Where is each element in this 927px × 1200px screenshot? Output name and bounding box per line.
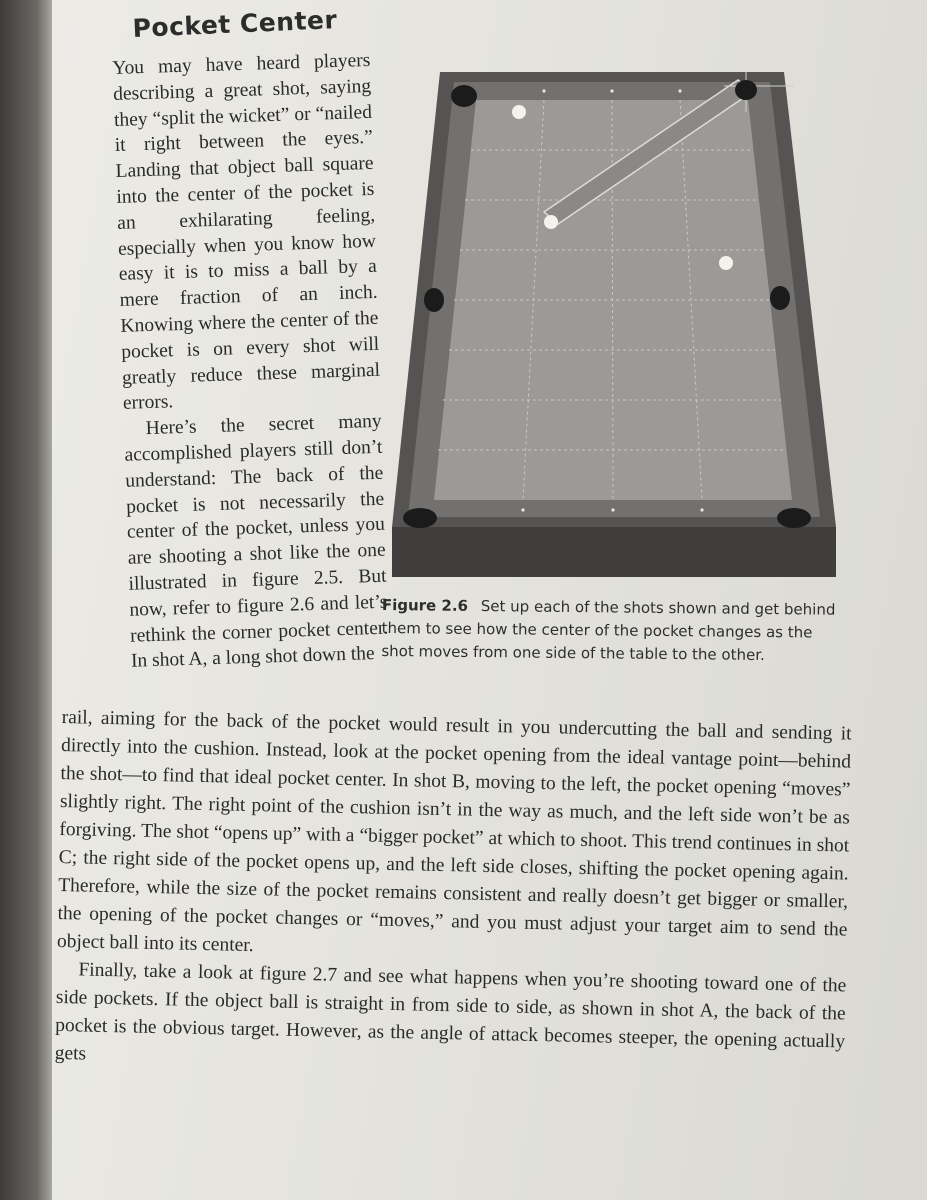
corner-pocket — [777, 508, 811, 528]
pool-table-illustration — [384, 72, 844, 592]
corner-pocket — [735, 80, 757, 100]
body-text — [54, 704, 851, 1084]
corner-pocket — [451, 85, 477, 107]
section-heading: Pocket Center — [132, 5, 338, 43]
paragraph-secret: Here’s the secret many accomplished players still don’t understand: The back of the pocket is not necessarily the center of the pocket, unless you are shooting a shot like the one illustrated in figure 2.5. But now, refer to figure 2.6 and let’s rethink the corner pocket center. In shot A, a long shot down the — [124, 410, 389, 673]
figure-2-6 — [384, 72, 844, 592]
side-pocket — [770, 286, 790, 310]
corner-pocket — [403, 508, 437, 528]
object-ball — [512, 105, 526, 119]
book-gutter — [0, 0, 52, 1200]
figure-label: Figure 2.6 — [381, 595, 469, 615]
figure-caption — [381, 594, 842, 668]
figure-caption-text: Set up each of the shots shown and get behind them to see how the center of the pocket changes as the shot moves from one side of the table to the other. — [381, 597, 836, 665]
object-ball — [719, 256, 733, 270]
paragraph-shots: rail, aiming for the back of the pocket would result in you undercutting the ball and sending it directly into the cushion. Instead, look at the pocket opening from the ideal vantage point—behind the shot—to find that ideal pocket center. In shot B, moving to the left, the pocket opening “moves” slightly right. The right point of the cushion isn’t in the way as much, and the left side won’t be as forgiving. The shot “opens up” with a “bigger pocket” at which to shoot. This trend continues in shot C; the right side of the pocket opens up, and the left side closes, shifting the pocket opening again. Therefore, while the size of the pocket remains consistent and really doesn’t get bigger or smaller, the opening of the pocket changes or “moves,” and you must adjust your target aim to send the object ball into its center. — [56, 706, 852, 957]
paragraph-intro: You may have heard players describing a great shot, saying they “split the wicket” or “nailed it right between the eyes.” Landing that object ball square into the center of the pocket is an exhilarating feeling, especially when you know how easy it is to miss a ball by a mere fraction of an inch. Knowing where the center of the pocket is on every shot will greatly reduce these marginal errors. — [112, 49, 381, 415]
side-pocket — [424, 288, 444, 312]
paragraph-finally: Finally, take a look at figure 2.7 and see what happens when you’re shooting toward one of the side pockets. If the object ball is straight in from side to side, as shown in shot A, the back of the pocket is the obvious target. However, as the angle of attack becomes steeper, the opening actually gets — [54, 959, 847, 1065]
cue-ball — [544, 215, 558, 229]
column-text — [112, 48, 389, 675]
table-side-face — [392, 527, 836, 577]
